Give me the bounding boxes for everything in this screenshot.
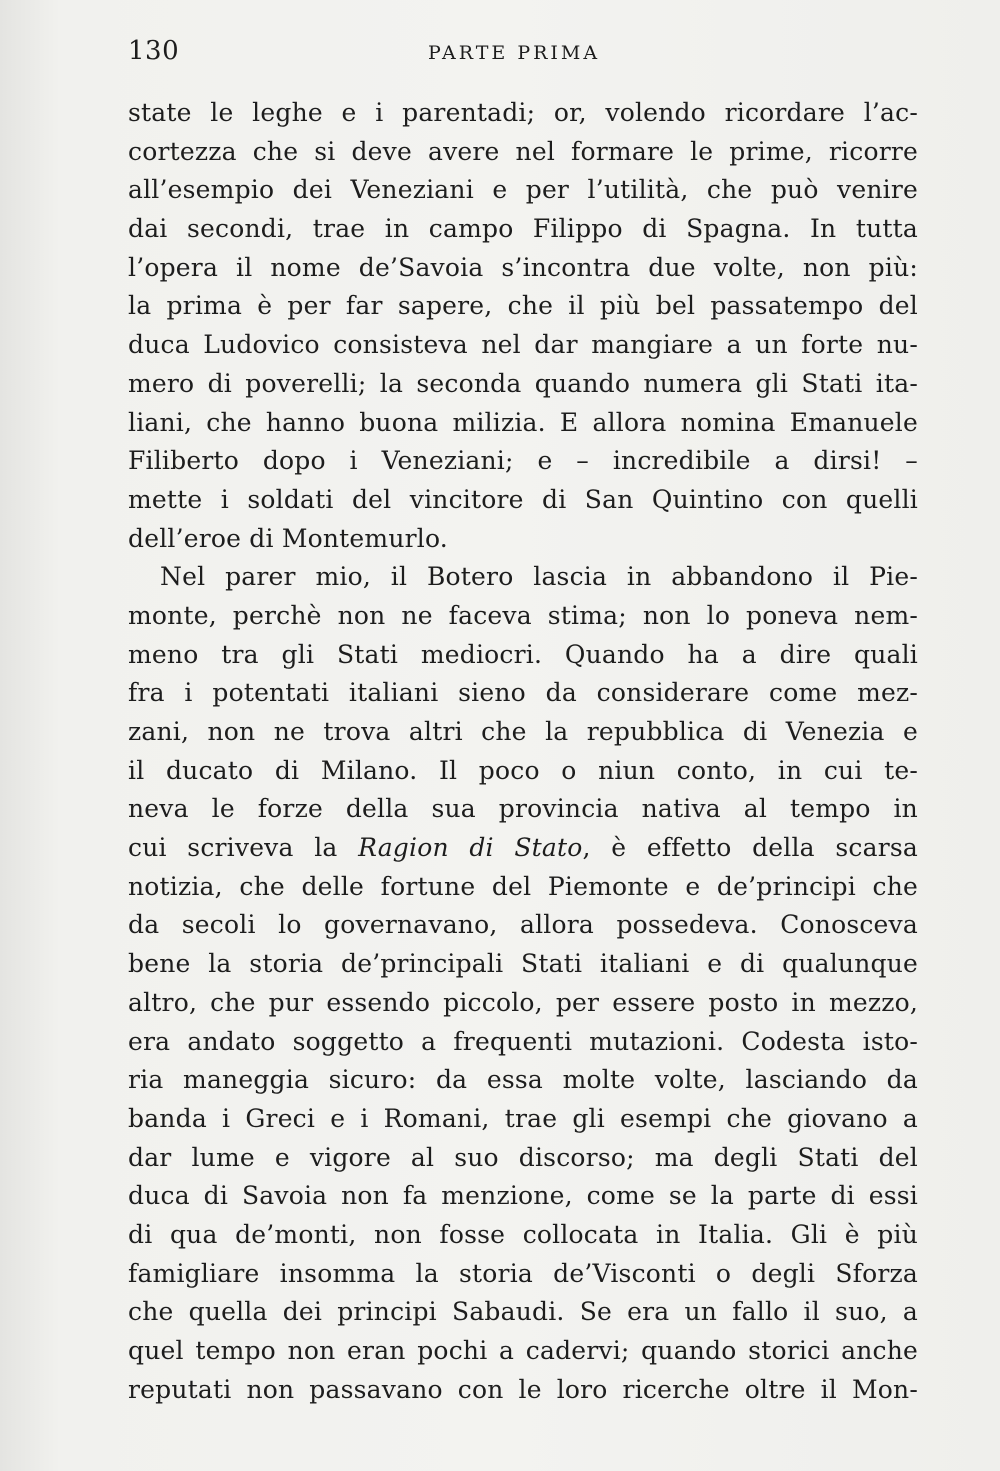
- text-line: mette i soldati del vincitore di San Quintino con quelli: [128, 484, 918, 514]
- text-line: famigliare insomma la storia de’Visconti o degli Sforza: [128, 1258, 918, 1288]
- text-line: che quella dei principi Sabaudi. Se era un fallo il suo, a: [128, 1297, 918, 1327]
- text-line: cortezza che si deve avere nel formare le prime, ricorre: [128, 136, 918, 166]
- text-line: la prima è per far sapere, che il più bel passatempo del: [128, 291, 918, 321]
- line-text-pre: cui scriveva la: [128, 833, 359, 863]
- text-line: mero di poverelli; la seconda quando numera gli Stati ita-: [128, 368, 918, 398]
- text-line: Filiberto dopo i Veneziani; e – incredibile a dirsi! –: [128, 446, 918, 476]
- italic-book-title: Ragion di Stato: [358, 833, 583, 863]
- text-line: altro, che pur essendo piccolo, per essere posto in mezzo,: [128, 987, 918, 1017]
- text-line-with-italic: [128, 829, 918, 868]
- line-text-post: , è effetto della scarsa: [582, 833, 918, 863]
- text-line: da secoli lo governavano, allora possedeva. Conosceva: [128, 910, 918, 940]
- text-line: dai secondi, trae in campo Filippo di Spagna. In tutta: [128, 214, 918, 244]
- text-line: monte, perchè non ne faceva stima; non lo poneva nem-: [128, 600, 918, 630]
- text-line: reputati non passavano con le loro ricerche oltre il Mon-: [128, 1374, 918, 1404]
- text-line: notizia, che delle fortune del Piemonte e de’principi che: [128, 871, 918, 901]
- page-number: 130: [128, 36, 180, 66]
- text-line: l’opera il nome de’Savoia s’incontra due volte, non più:: [128, 252, 918, 282]
- text-line: banda i Greci e i Romani, trae gli esempi che giovano a: [128, 1103, 918, 1133]
- text-line: il ducato di Milano. Il poco o niun conto, in cui te-: [128, 755, 918, 785]
- text-line: liani, che hanno buona milizia. E allora nomina Emanuele: [128, 407, 918, 437]
- text-line: duca di Savoia non fa menzione, come se la parte di essi: [128, 1181, 918, 1211]
- text-line: bene la storia de’principali Stati italiani e di qualunque: [128, 949, 918, 979]
- text-line: quel tempo non eran pochi a cadervi; quando storici anche: [128, 1336, 918, 1365]
- body-text: [128, 94, 918, 1409]
- text-line: all’esempio dei Veneziani e per l’utilità, che può venire: [128, 175, 918, 205]
- text-line: dar lume e vigore al suo discorso; ma degli Stati del: [128, 1142, 918, 1172]
- text-line: ria maneggia sicuro: da essa molte volte, lasciando da: [128, 1065, 918, 1095]
- text-line: state le leghe e i parentadi; or, volendo ricordare l’ac-: [128, 98, 918, 127]
- text-line: di qua de’monti, non fosse collocata in Italia. Gli è più: [128, 1219, 918, 1249]
- page-header: [128, 36, 918, 76]
- paragraph-first-line: Nel parer mio, il Botero lascia in abbandono il Pie-: [160, 562, 918, 592]
- text-line: zani, non ne trova altri che la repubblica di Venezia e: [128, 717, 918, 746]
- text-line: neva le forze della sua provincia nativa al tempo in: [128, 794, 918, 824]
- paragraph-end-line: dell’eroe di Montemurlo.: [128, 523, 448, 553]
- text-line: era andato soggetto a frequenti mutazioni. Codesta isto-: [128, 1026, 918, 1056]
- running-head: PARTE PRIMA: [428, 42, 601, 64]
- text-line: duca Ludovico consisteva nel dar mangiare a un forte nu-: [128, 330, 918, 360]
- text-line: fra i potentati italiani sieno da considerare come mez-: [128, 678, 918, 708]
- text-line: meno tra gli Stati mediocri. Quando ha a dire quali: [128, 639, 918, 669]
